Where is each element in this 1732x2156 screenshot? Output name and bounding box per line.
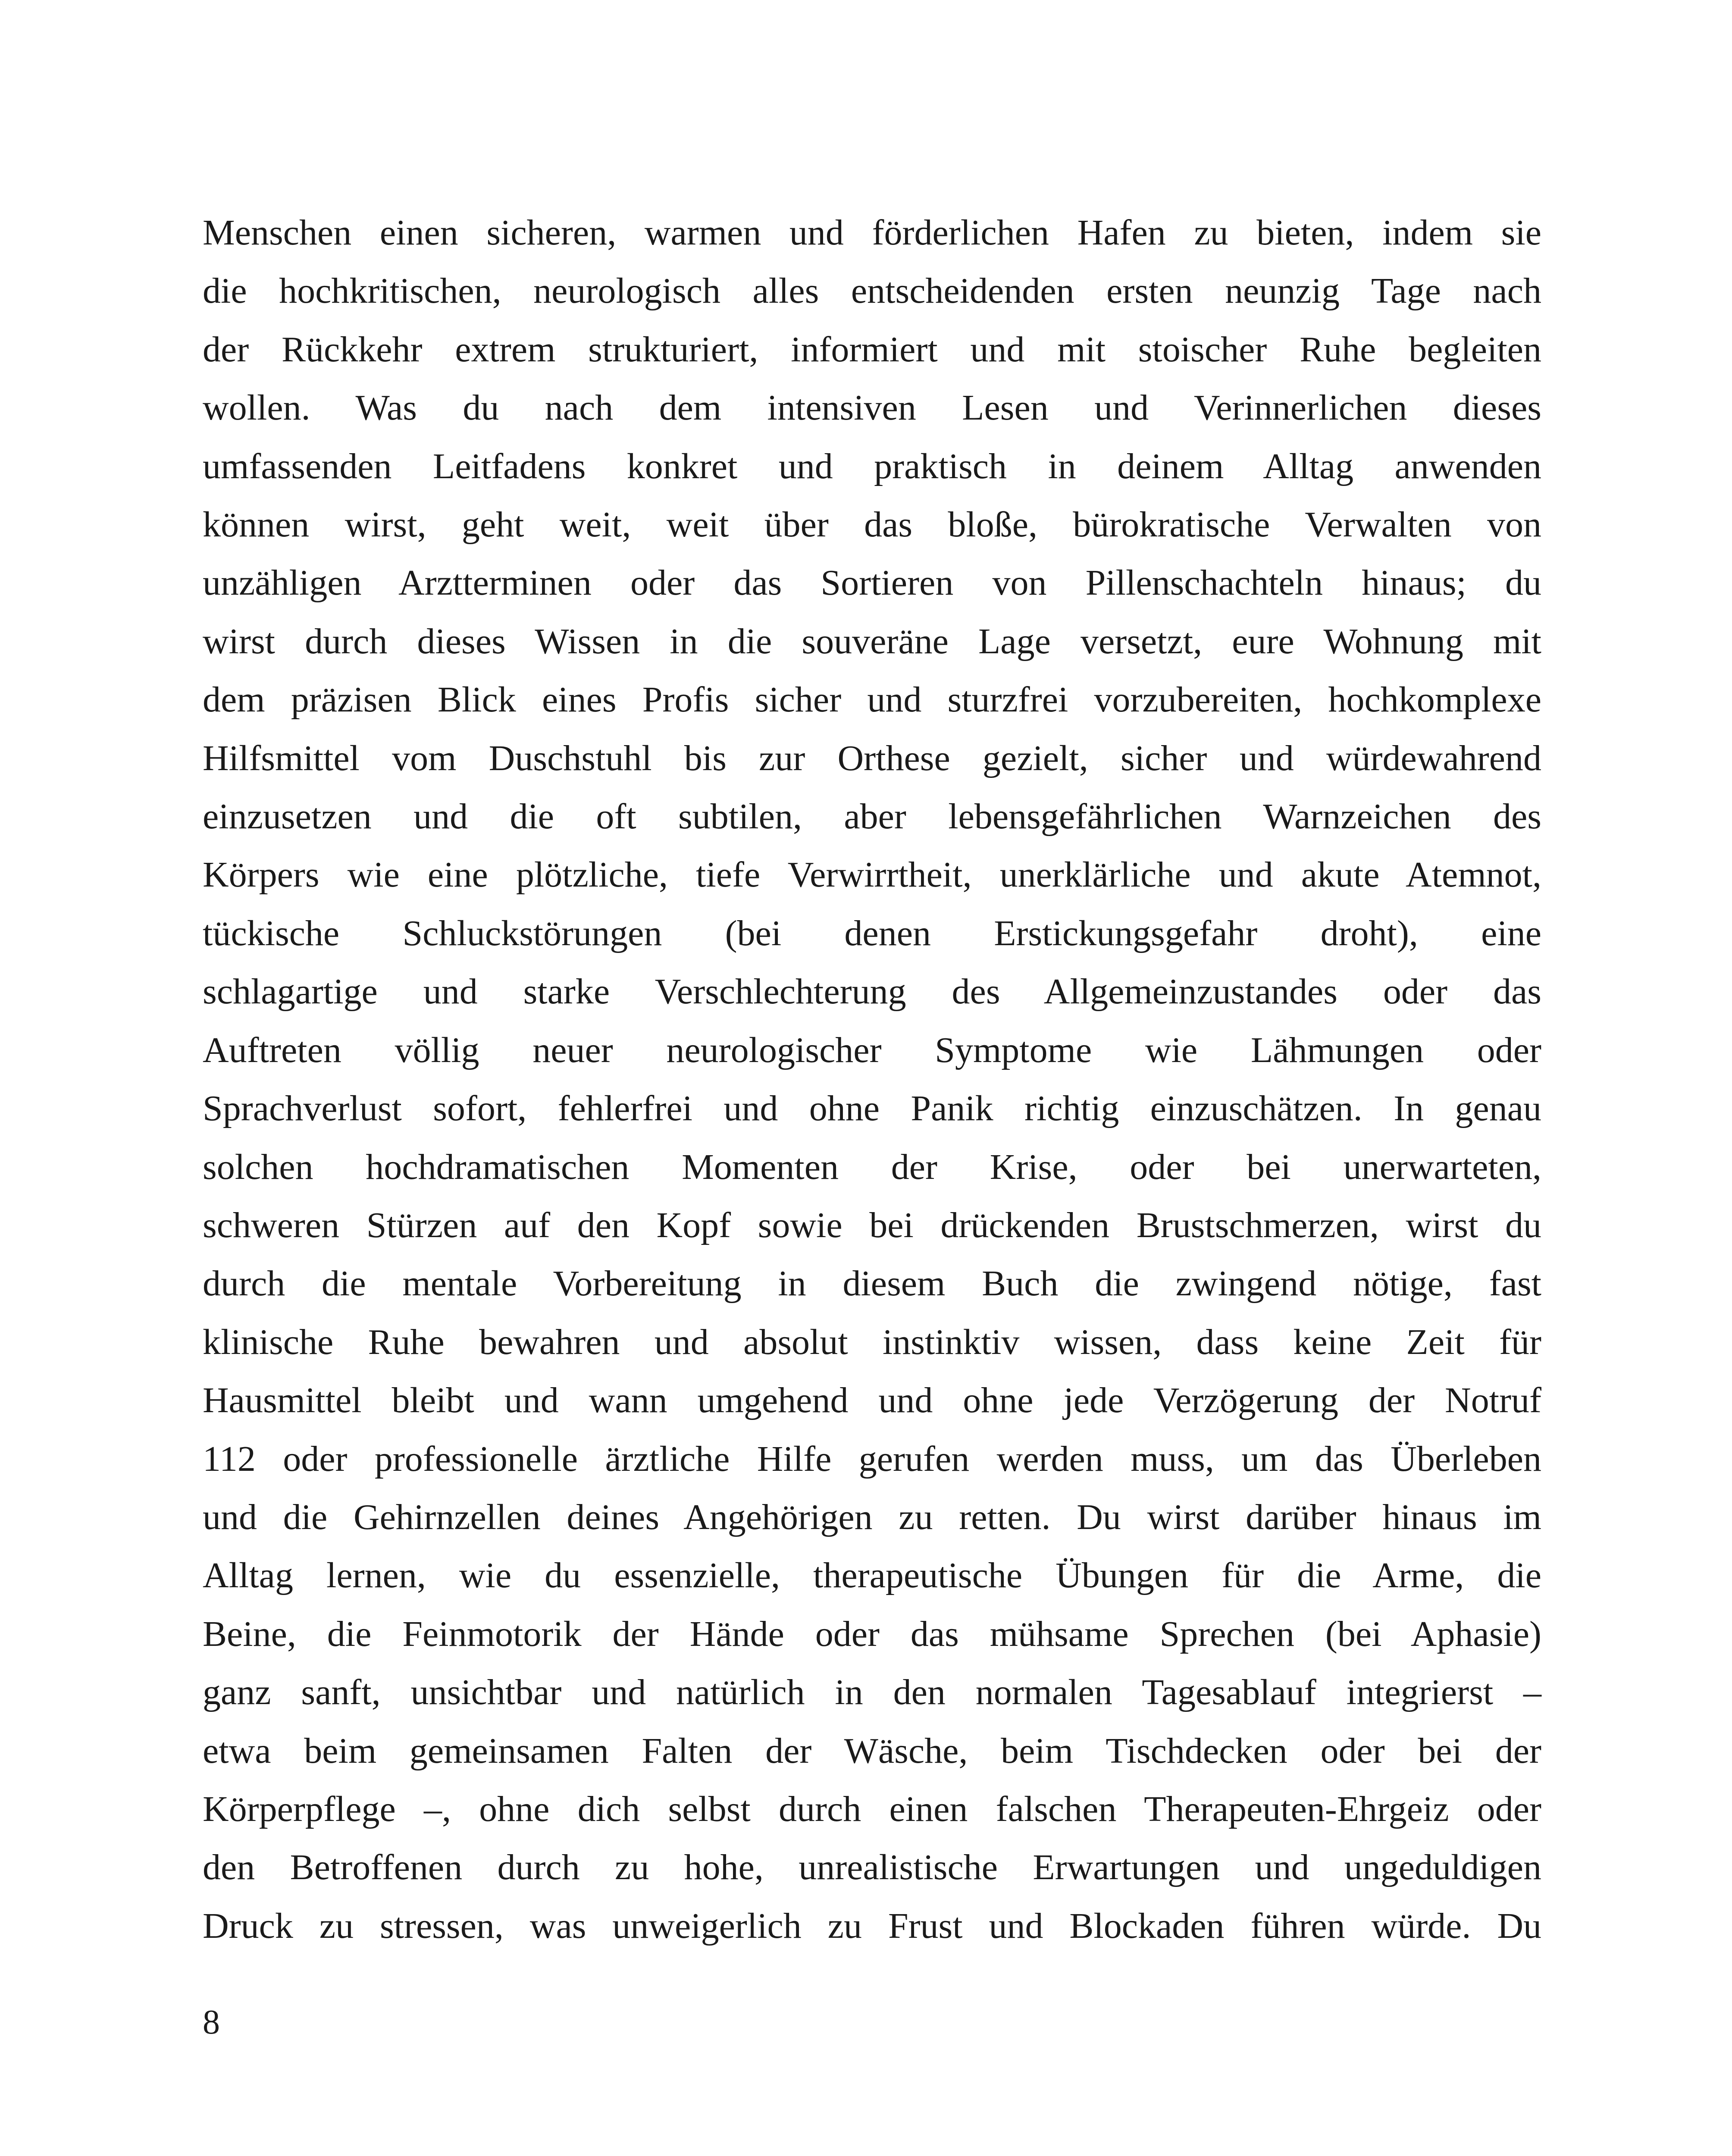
text-line: einzusetzen und die oft subtilen, aber lebensgefährlichen Warnzeichen des xyxy=(203,796,1541,837)
text-line: Menschen einen sicheren, warmen und förderlichen Hafen zu bieten, indem sie xyxy=(203,213,1541,253)
text-line: und die Gehirnzellen deines Angehörigen zu retten. Du wirst darüber hinaus im xyxy=(203,1497,1541,1537)
text-line: Hilfsmittel vom Duschstuhl bis zur Orthese gezielt, sicher und würdewahrend xyxy=(203,738,1541,778)
text-line: ganz sanft, unsichtbar und natürlich in den normalen Tagesablauf integrierst – xyxy=(203,1672,1541,1713)
text-line: Druck zu stressen, was unweigerlich zu Frust und Blockaden führen würde. Du xyxy=(203,1905,1541,1946)
text-line: dem präzisen Blick eines Profis sicher und sturzfrei vorzubereiten, hochkomplexe xyxy=(203,680,1541,720)
text-line: tückische Schluckstörungen (bei denen Erstickungsgefahr droht), eine xyxy=(203,913,1541,953)
text-line: unzähligen Arztterminen oder das Sortieren von Pillenschachteln hinaus; du xyxy=(203,563,1541,603)
text-line: die hochkritischen, neurologisch alles entscheidenden ersten neunzig Tage nach xyxy=(203,271,1541,311)
text-line: solchen hochdramatischen Momenten der Krise, oder bei unerwarteten, xyxy=(203,1147,1541,1187)
text-line: Hausmittel bleibt und wann umgehend und ohne jede Verzögerung der Notruf xyxy=(203,1380,1541,1421)
text-line: Auftreten völlig neuer neurologischer Symptome wie Lähmungen oder xyxy=(203,1030,1541,1070)
text-line: durch die mentale Vorbereitung in diesem Buch die zwingend nötige, fast xyxy=(203,1263,1541,1304)
text-line: etwa beim gemeinsamen Falten der Wäsche, beim Tischdecken oder bei der xyxy=(203,1730,1541,1771)
text-line: Körperpflege –, ohne dich selbst durch einen falschen Therapeuten-Ehrgeiz oder xyxy=(203,1789,1541,1829)
body-paragraph xyxy=(203,204,1541,1955)
text-line: wirst durch dieses Wissen in die souveräne Lage versetzt, eure Wohnung mit xyxy=(203,621,1541,661)
text-line: klinische Ruhe bewahren und absolut instinktiv wissen, dass keine Zeit für xyxy=(203,1322,1541,1362)
text-line: der Rückkehr extrem strukturiert, informiert und mit stoischer Ruhe begleiten xyxy=(203,329,1541,370)
text-line: Beine, die Feinmotorik der Hände oder das mühsame Sprechen (bei Aphasie) xyxy=(203,1614,1541,1654)
page-number: 8 xyxy=(203,2003,220,2041)
text-line: wollen. Was du nach dem intensiven Lesen und Verinnerlichen dieses xyxy=(203,388,1541,428)
text-line: 112 oder professionelle ärztliche Hilfe gerufen werden muss, um das Überleben xyxy=(203,1438,1541,1479)
text-line: Alltag lernen, wie du essenzielle, therapeutische Übungen für die Arme, die xyxy=(203,1555,1541,1596)
text-line: umfassenden Leitfadens konkret und praktisch in deinem Alltag anwenden xyxy=(203,446,1541,486)
text-line: Körpers wie eine plötzliche, tiefe Verwirrtheit, unerklärliche und akute Atemnot, xyxy=(203,855,1541,895)
text-line: können wirst, geht weit, weit über das bloße, bürokratische Verwalten von xyxy=(203,505,1541,545)
text-line: Sprachverlust sofort, fehlerfrei und ohne Panik richtig einzuschätzen. In genau xyxy=(203,1088,1541,1129)
text-line: den Betroffenen durch zu hohe, unrealistische Erwartungen und ungeduldigen xyxy=(203,1847,1541,1888)
text-line: schweren Stürzen auf den Kopf sowie bei drückenden Brustschmerzen, wirst du xyxy=(203,1205,1541,1245)
text-line: schlagartige und starke Verschlechterung des Allgemeinzustandes oder das xyxy=(203,971,1541,1012)
